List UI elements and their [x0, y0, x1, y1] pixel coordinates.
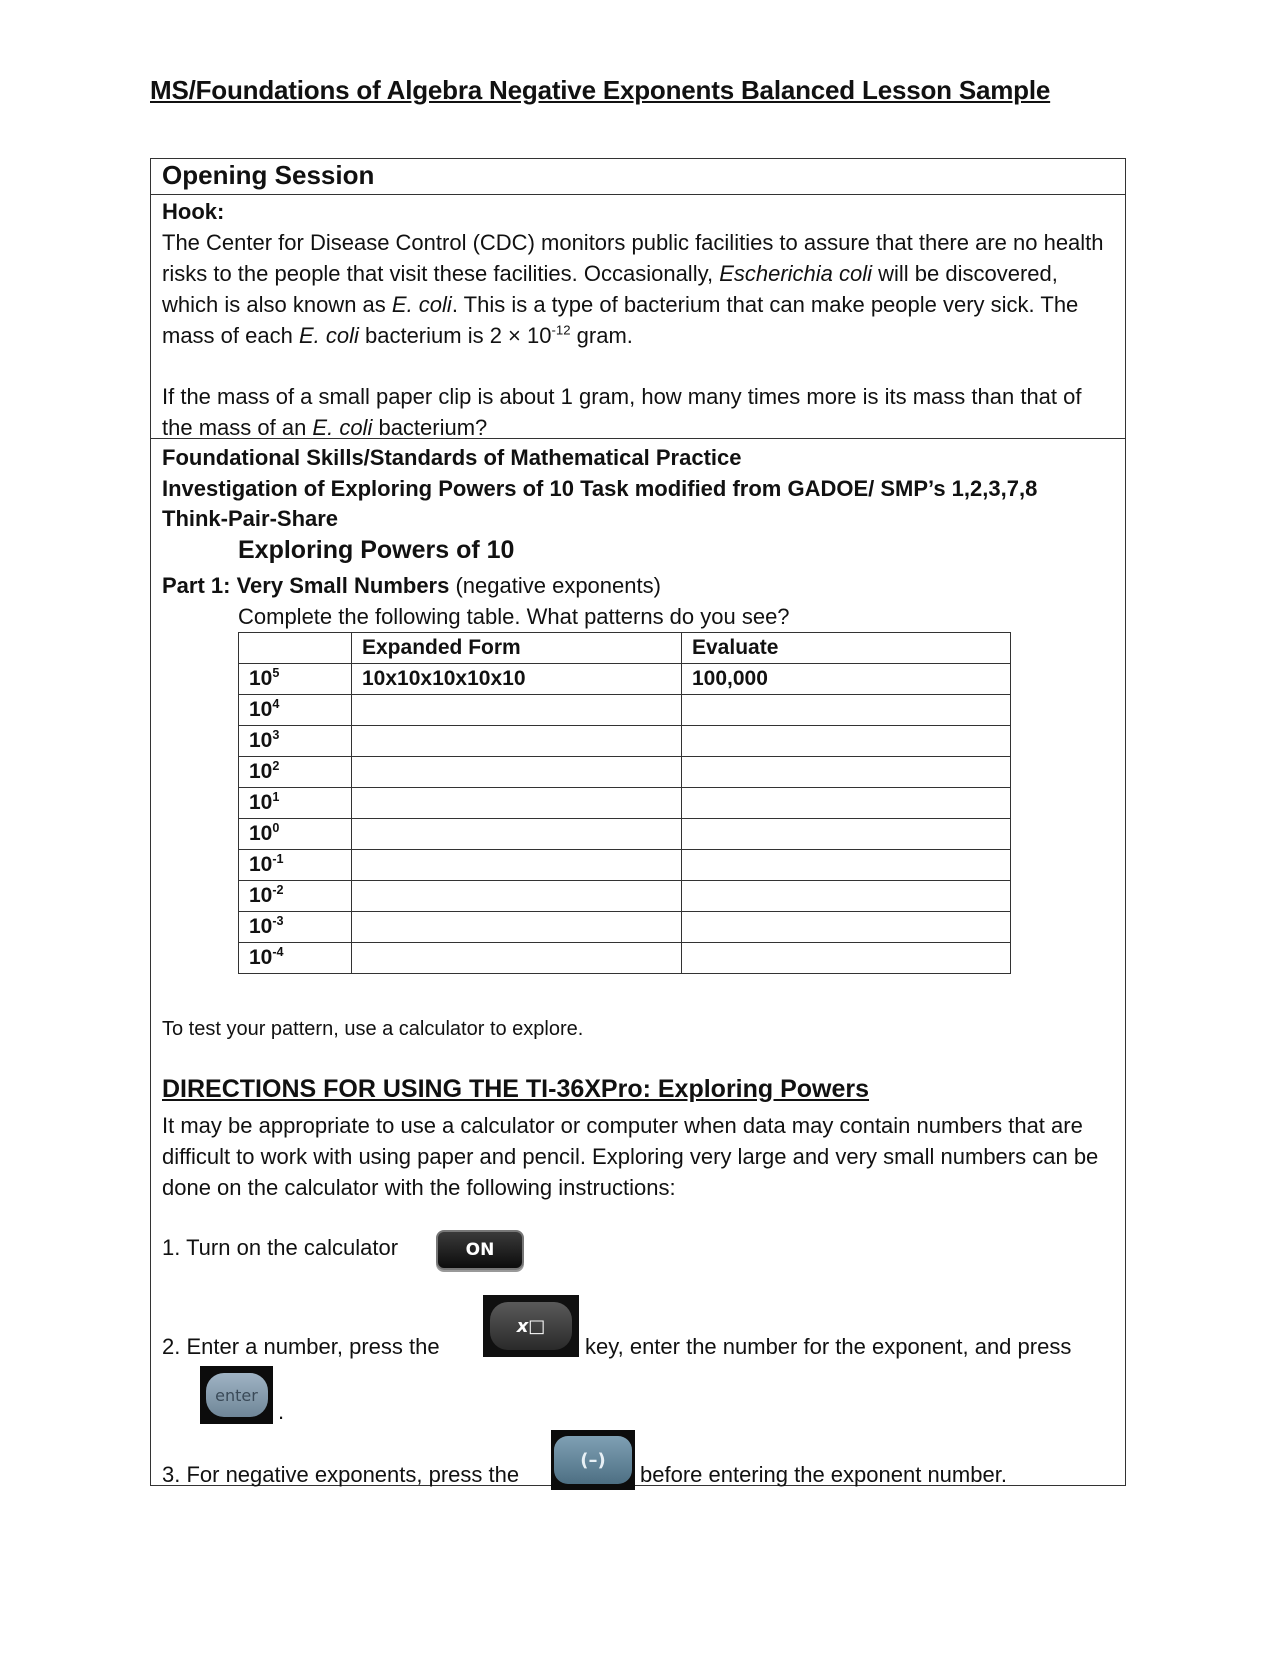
page-title: MS/Foundations of Algebra Negative Exponents Balanced Lesson Sample [150, 75, 1051, 105]
table-row [239, 943, 1011, 974]
expanded-cell[interactable] [352, 912, 682, 943]
table-header: Evaluate [682, 633, 1011, 664]
expanded-cell[interactable]: 10x10x10x10x10 [352, 664, 682, 695]
hook-paragraph: The Center for Disease Control (CDC) monitors public facilities to assure that there are no health risks to the people that visit these facilities. Occasionally, Escherichia coli will be discovered, which is also known as E. coli. This is a type of bacterium that can make people very sick. The mass of each E. coli bacterium is $2 \times 10^{-12}$ gram. [162, 230, 1104, 348]
table-row [239, 757, 1011, 788]
step-3: 3. For negative exponents, press the [162, 1462, 520, 1487]
table-row [239, 664, 1011, 695]
evaluate-cell[interactable] [682, 912, 1011, 943]
evaluate-cell[interactable] [682, 788, 1011, 819]
power-cell: $10^1$ [239, 788, 352, 819]
table-header: Expanded Form [352, 633, 682, 664]
hook-question: If the mass of a small paper clip is about 1 gram, how many times more is its mass than that of the mass of an E. coli bacterium? [162, 384, 1082, 440]
expanded-cell[interactable] [352, 695, 682, 726]
power-cell: $10^4$ [239, 695, 352, 726]
evaluate-cell[interactable]: 100,000 [682, 664, 1011, 695]
directions-title: DIRECTIONS FOR USING THE TI-36XPro: Exploring Powers [162, 1075, 870, 1103]
divider [150, 194, 1126, 195]
investigation-heading: Investigation of Exploring Powers of 10 Task modified from GADOE/ SMP’s 1,2,3,7,8 [162, 476, 1038, 501]
table-row [239, 819, 1011, 850]
table-row [239, 912, 1011, 943]
exploring-powers-title: Exploring Powers of 10 [238, 536, 515, 564]
evaluate-cell[interactable] [682, 850, 1011, 881]
power-cell: $10^2$ [239, 757, 352, 788]
opening-session-title: Opening Session [162, 160, 375, 190]
enter-key-label: enter [206, 1373, 268, 1417]
table-row [239, 695, 1011, 726]
power-cell: $10^{-2}$ [239, 881, 352, 912]
evaluate-cell[interactable] [682, 757, 1011, 788]
step-3-continued: before entering the exponent number. [640, 1462, 1007, 1487]
on-key-icon: ON [436, 1230, 524, 1270]
enter-key-icon [200, 1366, 273, 1424]
hook-label: Hook: [162, 199, 225, 224]
negative-key-icon [551, 1430, 635, 1490]
negative-key-label: (–) [554, 1436, 632, 1484]
foundational-heading: Foundational Skills/Standards of Mathematical Practice [162, 445, 742, 470]
directions-intro: It may be appropriate to use a calculator or computer when data may contain numbers that are difficult to work with using paper and pencil. Exploring very large and very small numbers can be done on the calculator with the following instructions: [162, 1113, 1099, 1200]
power-key-icon [483, 1295, 579, 1357]
step-1: 1. Turn on the calculator [162, 1235, 399, 1260]
table-row [239, 881, 1011, 912]
step-2-continued: key, enter the number for the exponent, and press [585, 1334, 1072, 1359]
evaluate-cell[interactable] [682, 726, 1011, 757]
expanded-cell[interactable] [352, 788, 682, 819]
power-cell: $10^{-4}$ [239, 943, 352, 974]
power-cell: $10^{-3}$ [239, 912, 352, 943]
power-cell: $10^5$ [239, 664, 352, 695]
power-key-label: x□ [490, 1302, 572, 1350]
table-row [239, 726, 1011, 757]
evaluate-cell[interactable] [682, 943, 1011, 974]
evaluate-cell[interactable] [682, 819, 1011, 850]
expanded-cell[interactable] [352, 757, 682, 788]
evaluate-cell[interactable] [682, 695, 1011, 726]
table-row [239, 788, 1011, 819]
table-instruction: Complete the following table. What patterns do you see? [238, 604, 790, 629]
test-pattern-text: To test your pattern, use a calculator to explore. [162, 1018, 584, 1040]
power-cell: $10^3$ [239, 726, 352, 757]
step-2-period: . [278, 1399, 285, 1424]
table-header [239, 633, 352, 664]
expanded-cell[interactable] [352, 850, 682, 881]
step-2: 2. Enter a number, press the [162, 1334, 440, 1359]
table-row [239, 850, 1011, 881]
power-cell: $10^{-1}$ [239, 850, 352, 881]
expanded-cell[interactable] [352, 726, 682, 757]
part-1-heading: Part 1: Very Small Numbers (negative exponents) [162, 573, 661, 598]
powers-table [238, 632, 1011, 974]
expanded-cell[interactable] [352, 943, 682, 974]
evaluate-cell[interactable] [682, 881, 1011, 912]
expanded-cell[interactable] [352, 881, 682, 912]
power-cell: $10^0$ [239, 819, 352, 850]
think-pair-share: Think-Pair-Share [162, 506, 339, 531]
expanded-cell[interactable] [352, 819, 682, 850]
table-header-row [239, 633, 1011, 664]
